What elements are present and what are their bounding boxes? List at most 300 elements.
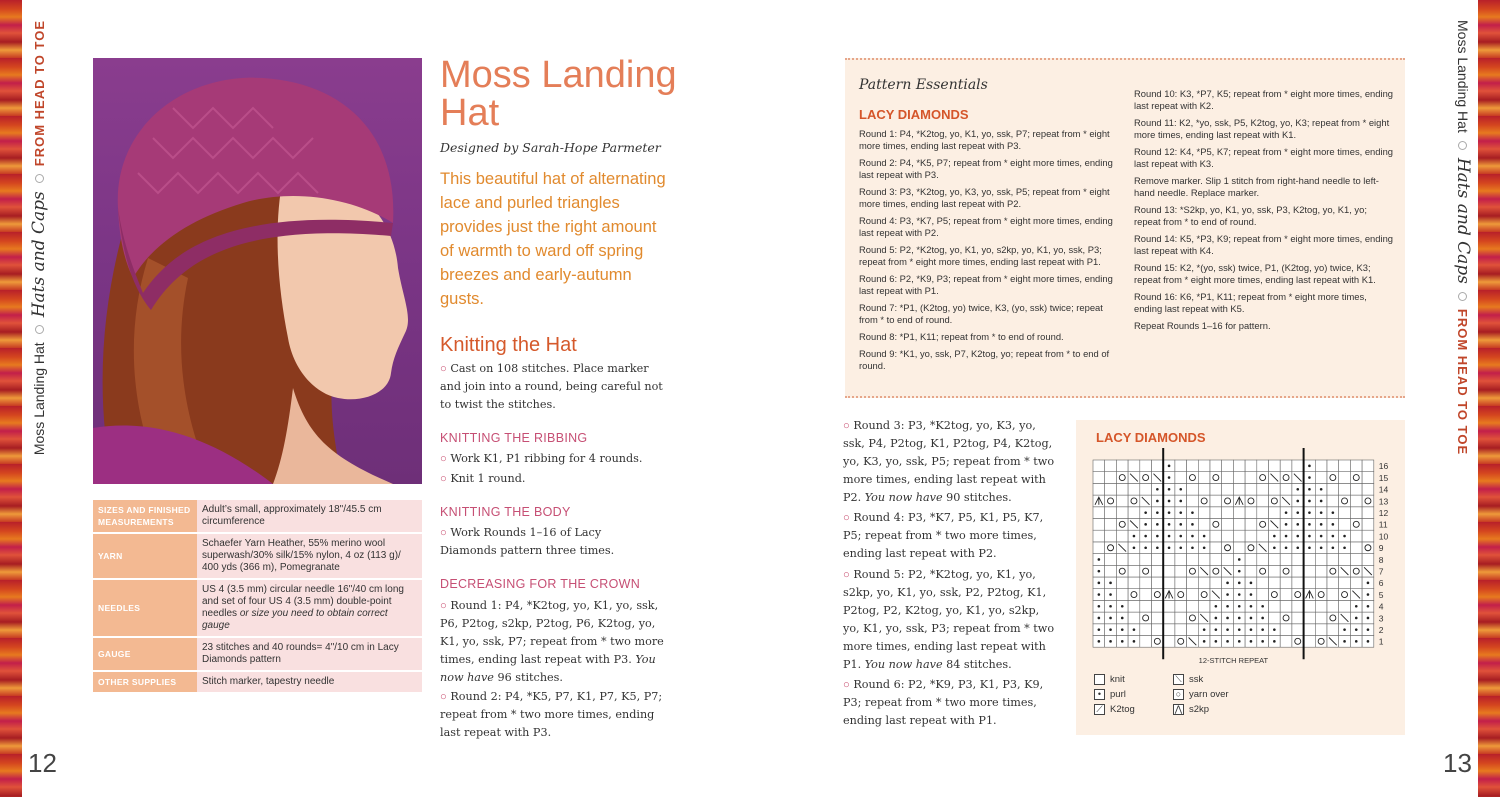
chart-cell (1362, 519, 1374, 531)
chart-symbol (1226, 617, 1229, 620)
chart-symbol (1121, 640, 1124, 643)
chart-cell (1175, 612, 1187, 624)
chart-cell (1362, 483, 1374, 495)
chart-cell (1339, 589, 1351, 601)
chart-cell (1280, 612, 1292, 624)
chart-cell (1292, 600, 1304, 612)
chart-cell (1128, 554, 1140, 566)
chart-symbol (1226, 605, 1229, 608)
essentials-round: Round 6: P2, *K9, P3; repeat from * eight more times, ending last repeat with P1. (859, 273, 1113, 296)
s2kp-symbol-icon: ⋀ (1174, 704, 1183, 714)
chart-symbol (1121, 605, 1124, 608)
chart-cell (1140, 589, 1152, 601)
chart-cell (1269, 612, 1281, 624)
essentials-column-2 (1134, 88, 1396, 337)
spec-label: OTHER SUPPLIES (93, 671, 197, 693)
chart-cell (1163, 600, 1175, 612)
essentials-round: Round 7: *P1, (K2tog, yo) twice, K3, (yo, ssk) twice; repeat from * to end of round. (859, 302, 1103, 325)
chart-symbol (1098, 617, 1101, 620)
chart-symbol (1261, 605, 1264, 608)
chart-symbol (1179, 535, 1182, 538)
chart-symbol (1238, 617, 1241, 620)
chart-cell (1116, 554, 1128, 566)
spec-row (93, 579, 422, 637)
body-heading: KNITTING THE BODY (440, 505, 571, 519)
chart-cell (1233, 507, 1245, 519)
chart-symbol (1250, 605, 1253, 608)
chart-symbol (1250, 593, 1253, 596)
chart-row-number: 15 (1378, 472, 1389, 483)
chart-cell (1327, 577, 1339, 589)
chart-symbol (1285, 511, 1288, 514)
chart-symbol (1250, 628, 1253, 631)
chart-symbol (1144, 511, 1147, 514)
chart-symbol (1238, 628, 1241, 631)
chart-cell (1105, 530, 1117, 542)
chart-symbol (1367, 628, 1370, 631)
chart-cell (1245, 507, 1257, 519)
chart-cell (1304, 624, 1316, 636)
chart-symbol (1098, 558, 1101, 561)
running-head-pattern: Moss Landing Hat (31, 342, 47, 456)
chart-symbol (1098, 628, 1101, 631)
chart-cell (1187, 472, 1199, 484)
chart-cell (1210, 507, 1222, 519)
chart-cell (1210, 565, 1222, 577)
chart-cell (1105, 519, 1117, 531)
chart-cell (1269, 565, 1281, 577)
chart-symbol (1191, 511, 1194, 514)
chart-cell (1116, 589, 1128, 601)
chart-symbol (1156, 535, 1159, 538)
essentials-round: Round 2: P4, *K5, P7; repeat from * eight more times, ending last repeat with P3. (859, 157, 1113, 180)
chart-cell (1245, 460, 1257, 472)
essentials-subtitle: LACY DIAMONDS (859, 107, 969, 122)
chart-symbol (1238, 558, 1241, 561)
chart-cell (1093, 472, 1105, 484)
chart-cell (1280, 636, 1292, 648)
chart-symbol (1308, 500, 1311, 503)
running-head-pattern: Moss Landing Hat (1455, 20, 1471, 133)
chart-cell (1339, 577, 1351, 589)
chart-cell (1187, 483, 1199, 495)
chart-cell (1269, 589, 1281, 601)
chart-row-number: 3 (1378, 613, 1384, 624)
chart-cell (1140, 472, 1152, 484)
crown-round-6: ○ Round 6: P2, *K9, P3, K1, P3, K9, P3; repeat from * two more times, ending last repeat with P1. (843, 678, 1044, 727)
purl-symbol-icon: • (1094, 689, 1105, 700)
chart-cell (1233, 460, 1245, 472)
chart-symbol (1261, 640, 1264, 643)
chart-symbol (1320, 546, 1323, 549)
chart-cell (1327, 589, 1339, 601)
chart-cell (1269, 507, 1281, 519)
chart-cell (1233, 483, 1245, 495)
chart-symbol (1355, 628, 1358, 631)
legend-ssk: ⟍ ssk (1173, 674, 1203, 685)
crown-round-3: ○ Round 3: P3, *K2tog, yo, K3, yo, ssk, P4, P2tog, K1, P2tog, P4, K2tog, yo, K3, yo, ssk, P5; repeat from * two more times, ending last repeat with P2. You now have 90 stitches. (843, 419, 1055, 504)
chart-symbol (1203, 535, 1206, 538)
chart-cell (1339, 483, 1351, 495)
chart-cell (1116, 530, 1128, 542)
chart-cell (1350, 530, 1362, 542)
chart-cell (1327, 472, 1339, 484)
spec-row (93, 671, 422, 693)
chart-cell (1187, 577, 1199, 589)
essentials-round: Round 5: P2, *K2tog, yo, K1, yo, s2kp, yo, K1, yo, ssk, P3; repeat from * eight more times, ending last repeat with P1. (859, 244, 1102, 267)
spec-note: or size you need to obtain correct gauge (202, 608, 388, 631)
chart-cell (1362, 507, 1374, 519)
chart-cell (1093, 460, 1105, 472)
chart-cell (1140, 460, 1152, 472)
spec-value: Adult’s small, approximately 18"/45.5 cm circumference (197, 500, 422, 533)
yarn-over-symbol-icon: ○ (1173, 689, 1184, 700)
chart-symbol (1168, 488, 1171, 491)
chart-cell (1233, 519, 1245, 531)
chart-cell (1269, 600, 1281, 612)
chart-cell (1257, 483, 1269, 495)
chart-cell (1163, 636, 1175, 648)
chart-symbol (1098, 593, 1101, 596)
spec-label: SIZES AND FINISHED MEASUREMENTS (93, 500, 197, 533)
chart-cell (1128, 460, 1140, 472)
circle-icon (1459, 292, 1468, 301)
chart-cell (1152, 554, 1164, 566)
chart-symbol (1226, 593, 1229, 596)
running-head-book: FROM HEAD TO TOE (31, 20, 47, 167)
chart-cell (1105, 507, 1117, 519)
chart-symbol (1144, 523, 1147, 526)
chart-cell (1152, 565, 1164, 577)
running-head-left (26, 20, 52, 460)
legend-purl: • purl (1094, 689, 1126, 700)
chart-cell (1350, 554, 1362, 566)
chart-cell (1116, 483, 1128, 495)
chart-cell (1304, 636, 1316, 648)
chart-symbol (1250, 617, 1253, 620)
chart-cell (1304, 565, 1316, 577)
running-head-right (1450, 20, 1476, 460)
chart-symbol (1238, 582, 1241, 585)
chart-cell (1233, 542, 1245, 554)
chart-cell (1292, 577, 1304, 589)
chart-cell (1315, 600, 1327, 612)
essentials-round: Round 8: *P1, K11; repeat from * to end of round. (859, 331, 1064, 342)
chart-cell (1210, 495, 1222, 507)
circle-bullet-icon: ○ (440, 691, 447, 703)
chart-cell (1292, 460, 1304, 472)
chart-cell (1362, 530, 1374, 542)
running-head-chapter: Hats and Caps (1453, 157, 1473, 284)
chart-cell (1233, 472, 1245, 484)
chart-cell (1198, 577, 1210, 589)
chart-cell (1362, 554, 1374, 566)
chart-symbol (1203, 628, 1206, 631)
chart-symbol (1215, 628, 1218, 631)
chart-symbol (1191, 546, 1194, 549)
chart-cell (1327, 600, 1339, 612)
chart-cell (1257, 460, 1269, 472)
chart-symbol (1285, 535, 1288, 538)
chart-cell (1280, 472, 1292, 484)
chart-row-number: 14 (1378, 484, 1389, 495)
chart-cell (1257, 530, 1269, 542)
right-decorative-stripe (1478, 0, 1500, 797)
chart-row-number: 1 (1378, 636, 1384, 647)
chart-cell (1350, 483, 1362, 495)
chart-symbol (1343, 546, 1346, 549)
chart-symbol (1296, 546, 1299, 549)
chart-cell (1280, 483, 1292, 495)
chart-symbol (1168, 500, 1171, 503)
chart-cell (1198, 472, 1210, 484)
chart-cell (1198, 589, 1210, 601)
chart-symbol (1238, 570, 1241, 573)
chart-symbol (1238, 593, 1241, 596)
chart-cell (1175, 624, 1187, 636)
chart-cell (1116, 460, 1128, 472)
chart-cell (1163, 554, 1175, 566)
chart-cell (1350, 577, 1362, 589)
chart-cell (1280, 554, 1292, 566)
chart-cell (1257, 519, 1269, 531)
chart-cell (1140, 554, 1152, 566)
chart-cell (1105, 542, 1117, 554)
pattern-title: Moss Landing Hat (440, 54, 677, 134)
knit-symbol-icon (1094, 674, 1105, 685)
chart-symbol (1121, 628, 1124, 631)
chart-cell (1175, 600, 1187, 612)
chart-symbol (1179, 500, 1182, 503)
spec-row (93, 637, 422, 671)
chart-cell (1210, 577, 1222, 589)
chart-symbol (1156, 500, 1159, 503)
chart-cell (1339, 554, 1351, 566)
chart-cell (1140, 624, 1152, 636)
chart-symbol (1261, 628, 1264, 631)
chart-cell (1304, 554, 1316, 566)
chart-cell (1327, 460, 1339, 472)
chart-row-number: 16 (1378, 461, 1389, 472)
chart-symbol (1343, 535, 1346, 538)
crown-heading: DECREASING FOR THE CROWN (440, 577, 641, 591)
chart-symbol (1355, 640, 1358, 643)
chart-cell (1350, 565, 1362, 577)
chart-symbol (1343, 640, 1346, 643)
chart-cell (1280, 565, 1292, 577)
chart-cell (1315, 624, 1327, 636)
model-illustration (93, 58, 422, 484)
legend-k2tog: ⟋ K2tog (1094, 704, 1135, 715)
chart-cell (1280, 600, 1292, 612)
chart-symbol (1144, 546, 1147, 549)
chart-symbol (1109, 605, 1112, 608)
chart-cell (1210, 483, 1222, 495)
legend-yarn-over: ○ yarn over (1173, 689, 1229, 700)
chart-cell (1222, 483, 1234, 495)
legend-knit: knit (1094, 674, 1125, 685)
chart-cell (1128, 577, 1140, 589)
ribbing-paragraph-1: ○ Work K1, P1 ribbing for 4 rounds. (440, 452, 643, 465)
chart-cell (1222, 554, 1234, 566)
chart-row-number: 12 (1378, 508, 1389, 518)
chart-cell (1116, 577, 1128, 589)
circle-bullet-icon: ○ (440, 363, 447, 375)
chart-cell (1198, 495, 1210, 507)
chart-symbol (1203, 640, 1206, 643)
k2tog-symbol-icon: ⟋ (1094, 704, 1105, 715)
essentials-round: Round 3: P3, *K2tog, yo, K3, yo, ssk, P5; repeat from * eight more times, ending last repeat with P2. (859, 186, 1110, 209)
cast-on-paragraph: ○ Cast on 108 stitches. Place marker and join into a round, being careful not to twist the stitches. (440, 362, 663, 411)
chart-symbol (1367, 593, 1370, 596)
chart-symbol (1098, 640, 1101, 643)
chart-symbol (1156, 511, 1159, 514)
ribbing-paragraph-2: ○ Knit 1 round. (440, 472, 526, 485)
chart-cell (1315, 636, 1327, 648)
chart-symbol (1215, 617, 1218, 620)
chart-cell (1198, 554, 1210, 566)
spec-value: Stitch marker, tapestry needle (197, 671, 422, 693)
chart-cell (1350, 519, 1362, 531)
chart-cell (1175, 565, 1187, 577)
chart-cell (1315, 612, 1327, 624)
chart-cell (1222, 530, 1234, 542)
circle-icon (35, 325, 44, 334)
chart-cell (1198, 600, 1210, 612)
chart-symbol (1098, 605, 1101, 608)
chart-symbol (1308, 546, 1311, 549)
chart-cell (1152, 577, 1164, 589)
chart-cell (1362, 460, 1374, 472)
chart-cell (1292, 624, 1304, 636)
chart-cell (1327, 612, 1339, 624)
ssk-symbol-icon: ⟍ (1173, 674, 1184, 685)
chart-cell (1198, 483, 1210, 495)
chart-symbol (1168, 535, 1171, 538)
chart-symbol (1320, 500, 1323, 503)
chart-symbol (1320, 535, 1323, 538)
chart-symbol (1308, 465, 1311, 468)
chart-symbol (1168, 511, 1171, 514)
chart-cell (1140, 612, 1152, 624)
chart-cell (1350, 507, 1362, 519)
chart-cell (1105, 554, 1117, 566)
chart-cell (1245, 530, 1257, 542)
chart-cell (1257, 577, 1269, 589)
chart-cell (1128, 495, 1140, 507)
chart-symbol (1273, 535, 1276, 538)
chart-symbol (1320, 511, 1323, 514)
chart-cell (1245, 472, 1257, 484)
chart-symbol (1367, 640, 1370, 643)
chart-cell (1116, 565, 1128, 577)
chart-cell (1175, 577, 1187, 589)
spec-row (93, 533, 422, 579)
chart-symbol (1215, 640, 1218, 643)
chart-cell (1292, 565, 1304, 577)
chart-cell (1362, 472, 1374, 484)
chart-cell (1152, 624, 1164, 636)
chart-symbol (1332, 523, 1335, 526)
chart-cell (1257, 507, 1269, 519)
designer-byline: Designed by Sarah-Hope Parmeter (440, 140, 661, 155)
left-decorative-stripe (0, 0, 22, 797)
chart-cell (1315, 589, 1327, 601)
chart-row-number: 2 (1378, 625, 1384, 635)
chart-row-number: 11 (1378, 519, 1388, 530)
chart-symbol (1179, 511, 1182, 514)
chart-symbol (1308, 523, 1311, 526)
chart-cell (1245, 554, 1257, 566)
lacy-diamonds-chart-box (1076, 420, 1405, 735)
chart-symbol (1168, 546, 1171, 549)
chart-symbol (1332, 511, 1335, 514)
chart-cell (1187, 460, 1199, 472)
circle-bullet-icon: ○ (440, 600, 447, 612)
chart-cell (1257, 554, 1269, 566)
circle-icon (35, 174, 44, 183)
chart-cell (1315, 565, 1327, 577)
crown-round-5: ○ Round 5: P2, *K2tog, yo, K1, yo, s2kp, yo, K1, yo, ssk, P2, P2tog, K1, P2tog, P2, K2tog, yo, K1, yo, s2kp, yo, K1, yo, ssk, P3; repeat from * two more times, ending last repeat with P1. You now have 84 stitches. (843, 568, 1055, 671)
chart-cell (1350, 495, 1362, 507)
running-head-chapter: Hats and Caps (29, 191, 49, 318)
chart-cell (1093, 519, 1105, 531)
chart-cell (1315, 577, 1327, 589)
chart-title: LACY DIAMONDS (1096, 430, 1206, 445)
chart-symbol (1273, 628, 1276, 631)
chart-cell (1187, 589, 1199, 601)
chart-symbol (1332, 546, 1335, 549)
body-paragraph: ○ Work Rounds 1–16 of Lacy Diamonds pattern three times. (440, 526, 615, 557)
chart-cell (1339, 600, 1351, 612)
chart-cell (1093, 542, 1105, 554)
chart-cell (1362, 495, 1374, 507)
essentials-round: Round 11: K2, *yo, ssk, P5, K2tog, yo, K3; repeat from * eight more times, ending last repeat with K1. (1134, 117, 1390, 140)
chart-symbol (1367, 617, 1370, 620)
chart-symbol (1191, 535, 1194, 538)
chart-symbol (1296, 535, 1299, 538)
crown-round-1: ○ Round 1: P4, *K2tog, yo, K1, yo, ssk, P6, P2tog, s2kp, P2tog, P6, K2tog, yo, K1, yo, ssk, P7; repeat from * two more times, ending last repeat with P3. You now have 96 stitches. (440, 599, 664, 684)
knitting-chart-grid (1076, 420, 1405, 670)
chart-cell (1269, 577, 1281, 589)
crown-round-4: ○ Round 4: P3, *K7, P5, K1, P5, K7, P5; repeat from * two more times, ending last repeat with P2. (843, 511, 1044, 560)
chart-symbol (1156, 488, 1159, 491)
essentials-round: Round 1: P4, *K2tog, yo, K1, yo, ssk, P7; repeat from * eight more times, ending last repeat with P3. (859, 128, 1110, 151)
chart-symbol (1179, 546, 1182, 549)
chart-symbol (1285, 523, 1288, 526)
chart-cell (1245, 565, 1257, 577)
chart-cell (1339, 519, 1351, 531)
chart-cell (1222, 460, 1234, 472)
chart-cell (1116, 507, 1128, 519)
chart-cell (1140, 483, 1152, 495)
chart-cell (1245, 495, 1257, 507)
essentials-round: Repeat Rounds 1–16 for pattern. (1134, 320, 1271, 331)
spec-label: YARN (93, 533, 197, 579)
circle-bullet-icon: ○ (440, 473, 447, 485)
page-number-right: 13 (1443, 748, 1472, 778)
chart-symbol (1133, 628, 1136, 631)
chart-cell (1093, 507, 1105, 519)
spec-value: Schaefer Yarn Heather, 55% merino wool superwash/30% silk/15% nylon, 4 oz (113 g)/ 400 yds (366 m), Pomegranate (197, 533, 422, 579)
chart-cell (1222, 472, 1234, 484)
chart-symbol (1168, 465, 1171, 468)
chart-cell (1233, 530, 1245, 542)
chart-symbol (1308, 511, 1311, 514)
chart-cell (1093, 530, 1105, 542)
running-head-book: FROM HEAD TO TOE (1455, 308, 1471, 456)
chart-cell (1152, 612, 1164, 624)
